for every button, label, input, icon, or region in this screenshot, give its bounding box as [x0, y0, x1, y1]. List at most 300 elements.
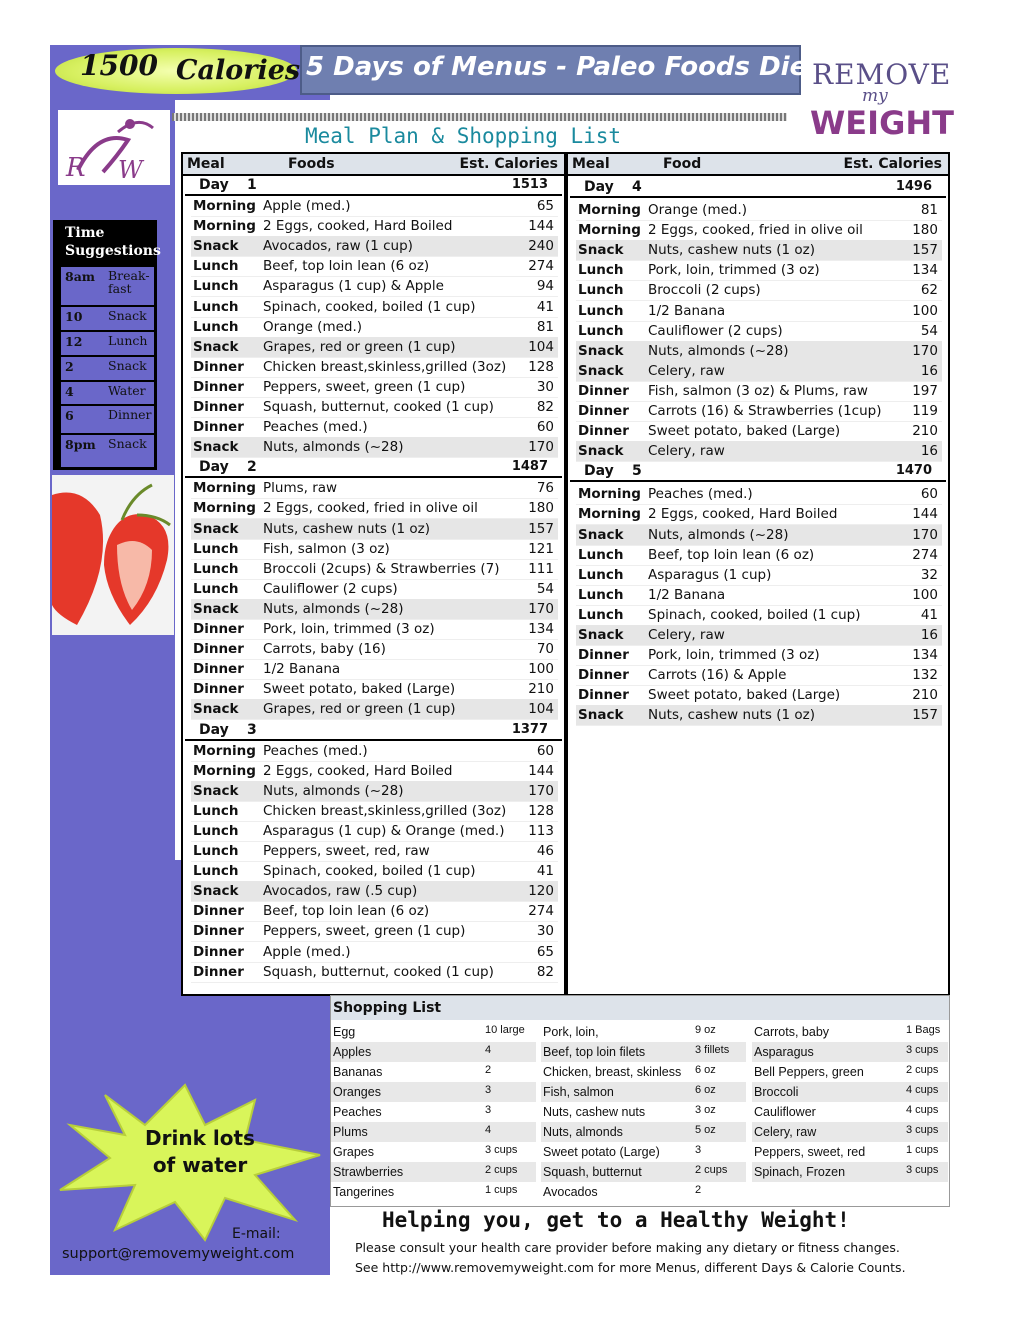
food-calories: 180 — [528, 500, 554, 517]
meal-row — [191, 478, 558, 499]
time-heading-line1: Time — [65, 225, 105, 241]
food-name: Beef, top loin lean (6 oz) — [648, 546, 815, 563]
food-name: Nuts, cashew nuts (1 oz) — [263, 520, 430, 537]
meal-table-days-1-3 — [181, 152, 566, 996]
shopping-item-quantity: 2 — [695, 1184, 702, 1196]
time-row — [61, 266, 154, 305]
food-calories: 134 — [912, 647, 938, 664]
food-calories: 41 — [920, 606, 938, 623]
shopping-item-quantity: 3 — [485, 1084, 492, 1096]
shopping-item-name: Squash, butternut — [543, 1165, 642, 1179]
food-name: Fish, salmon (3 oz) & Plums, raw — [648, 382, 868, 399]
day-header-row — [570, 462, 946, 482]
meal-row — [191, 216, 558, 237]
food-calories: 144 — [528, 762, 554, 779]
food-calories: 46 — [536, 843, 554, 859]
meal-type: Morning — [578, 202, 641, 218]
shopping-item — [541, 1122, 746, 1142]
meal-row — [191, 821, 558, 842]
figure-logo-icon — [58, 110, 170, 185]
shopping-item — [331, 1042, 536, 1062]
meal-row — [191, 357, 558, 378]
shopping-item-quantity: 2 cups — [906, 1064, 939, 1076]
meal-row — [576, 484, 942, 505]
food-name: Grapes, red or green (1 cup) — [263, 701, 456, 718]
meal-type: Dinner — [578, 667, 629, 684]
strawberry-image — [52, 475, 174, 635]
shopping-item-name: Spinach, Frozen — [754, 1165, 846, 1179]
food-calories: 274 — [528, 903, 554, 920]
food-name: Asparagus (1 cup) & Orange (med.) — [263, 822, 505, 839]
food-name: 2 Eggs, cooked, Hard Boiled — [648, 506, 838, 523]
food-calories: 170 — [912, 342, 938, 359]
time-value: 4 — [65, 384, 74, 399]
food-name: Asparagus (1 cup) & Apple — [263, 278, 444, 295]
meal-type: Snack — [193, 600, 239, 617]
meal-table-days-4-5 — [566, 152, 950, 996]
food-calories: 240 — [528, 238, 554, 255]
meal-type: Morning — [578, 506, 641, 523]
drink-line-2: of water — [152, 1153, 248, 1177]
shopping-item-name: Pork, loin, — [543, 1025, 599, 1039]
shopping-item — [331, 1022, 536, 1042]
meal-type: Dinner — [193, 963, 244, 980]
food-calories: 157 — [912, 707, 938, 724]
meal-type: Snack — [578, 443, 624, 460]
time-row — [61, 306, 154, 330]
divider-bar — [172, 113, 787, 121]
food-calories: 82 — [536, 399, 554, 415]
meal-type: Lunch — [193, 278, 239, 295]
shopping-item-name: Bell Peppers, green — [754, 1065, 864, 1079]
food-calories: 128 — [528, 802, 554, 819]
food-name: Apple (med.) — [263, 198, 351, 214]
food-calories: 274 — [528, 258, 554, 275]
time-activity: Water — [108, 383, 146, 398]
food-calories: 170 — [528, 782, 554, 799]
shopping-item-quantity: 4 — [485, 1044, 492, 1056]
meal-type: Lunch — [193, 863, 239, 880]
shopping-item — [752, 1062, 948, 1082]
shopping-item — [331, 1062, 536, 1082]
meal-row — [576, 200, 942, 221]
meal-row — [191, 498, 558, 519]
food-name: Nuts, almonds (~28) — [263, 439, 404, 456]
food-name: Peaches (med.) — [263, 419, 368, 436]
shopping-column-2 — [541, 1022, 746, 1202]
meal-type: Lunch — [193, 258, 239, 275]
meal-type: Dinner — [193, 923, 244, 940]
meal-row — [191, 236, 558, 257]
food-name: Peppers, sweet, red, raw — [263, 843, 430, 859]
food-calories: 157 — [912, 242, 938, 259]
shopping-item-quantity: 1 Bags — [906, 1024, 941, 1036]
meal-row — [191, 397, 558, 418]
meal-row — [191, 741, 558, 762]
shopping-item-quantity: 3 cups — [906, 1164, 939, 1176]
time-value: 2 — [65, 359, 74, 374]
footer-url-note[interactable]: See http://www.removemyweight.com for more Menus, different Days & Calorie Counts. — [355, 1260, 906, 1275]
time-value: 8am — [65, 269, 96, 284]
meal-row — [576, 381, 942, 402]
meal-type: Snack — [578, 627, 624, 643]
drink-line-1: Drink lots — [145, 1126, 255, 1150]
food-name: Peppers, sweet, green (1 cup) — [263, 923, 466, 940]
shopping-item-quantity: 1 cups — [485, 1184, 518, 1196]
shopping-item-quantity: 2 cups — [485, 1164, 518, 1176]
meal-type: Lunch — [193, 318, 239, 335]
col-meal-header: Meal — [187, 156, 225, 172]
food-calories: 128 — [528, 358, 554, 375]
food-name: 2 Eggs, cooked, fried in olive oil — [263, 500, 478, 517]
meal-row — [191, 599, 558, 620]
food-name: Nuts, almonds (~28) — [648, 526, 789, 543]
meal-row — [191, 841, 558, 862]
shopping-item-name: Oranges — [333, 1085, 381, 1099]
food-name: Broccoli (2cups) & Strawberries (7) — [263, 560, 500, 577]
food-name: Cauliflower (2 cups) — [648, 322, 783, 339]
meal-row — [191, 639, 558, 660]
shopping-item-quantity: 1 cups — [906, 1144, 939, 1156]
food-calories: 100 — [528, 661, 554, 678]
food-calories: 210 — [912, 687, 938, 704]
meal-row — [576, 361, 942, 382]
shopping-item — [541, 1142, 746, 1162]
meal-row — [576, 585, 942, 606]
col-foods-header: Food — [663, 156, 702, 172]
food-name: Orange (med.) — [648, 202, 748, 218]
shopping-item-name: Beef, top loin filets — [543, 1045, 646, 1059]
shopping-item-name: Fish, salmon — [543, 1085, 614, 1099]
food-calories: 180 — [912, 222, 938, 239]
food-name: Cauliflower (2 cups) — [263, 580, 398, 597]
meal-row — [191, 921, 558, 942]
meal-row — [576, 565, 942, 586]
food-name: Broccoli (2 cups) — [648, 282, 761, 299]
email-address[interactable]: support@removemyweight.com — [62, 1246, 295, 1262]
food-calories: 62 — [920, 282, 938, 299]
food-calories: 120 — [528, 883, 554, 900]
food-calories: 94 — [536, 278, 554, 295]
svg-text:R: R — [66, 153, 86, 183]
shopping-item — [752, 1042, 948, 1062]
day-total-calories: 1513 — [511, 177, 548, 192]
meal-row — [191, 619, 558, 640]
shopping-item-quantity: 9 oz — [695, 1024, 716, 1036]
time-activity: Lunch — [108, 333, 148, 348]
shopping-item — [541, 1182, 746, 1202]
day-number: 4 — [632, 179, 642, 195]
day-total-calories: 1470 — [895, 463, 932, 479]
shopping-item-quantity: 4 cups — [906, 1104, 939, 1116]
day-number: 5 — [632, 463, 642, 480]
food-calories: 60 — [536, 419, 554, 436]
shopping-item-quantity: 3 fillets — [695, 1044, 730, 1056]
meal-row — [191, 861, 558, 882]
meal-type: Snack — [193, 520, 239, 537]
food-name: 1/2 Banana — [263, 661, 341, 678]
shopping-item-name: Strawberries — [333, 1165, 404, 1179]
day-header-row — [185, 176, 562, 196]
shopping-item — [541, 1102, 746, 1122]
meal-type: Morning — [578, 486, 641, 503]
shopping-item-quantity: 2 — [485, 1064, 492, 1076]
meal-row — [576, 260, 942, 281]
shopping-item-quantity: 3 oz — [695, 1104, 716, 1116]
email-label: E-mail: — [232, 1226, 281, 1242]
shopping-item-quantity: 3 cups — [906, 1124, 939, 1136]
shopping-item — [541, 1062, 746, 1082]
shopping-item-quantity: 4 cups — [906, 1084, 939, 1096]
time-row — [61, 381, 154, 404]
logo-remove-text: REMOVE — [812, 58, 952, 91]
shopping-item-name: Grapes — [333, 1145, 374, 1159]
food-calories: 210 — [912, 423, 938, 440]
day-label: Day — [199, 177, 229, 193]
food-name: Carrots (16) & Strawberries (1cup) — [648, 403, 882, 419]
meal-type: Dinner — [193, 903, 244, 920]
meal-row — [191, 901, 558, 922]
meal-type: Lunch — [193, 560, 239, 577]
shopping-column-1 — [331, 1022, 536, 1202]
meal-row — [191, 256, 558, 277]
meal-row — [576, 645, 942, 666]
food-calories: 54 — [920, 322, 938, 339]
meal-row — [576, 321, 942, 342]
meal-row — [576, 705, 942, 726]
food-name: Nuts, almonds (~28) — [263, 600, 404, 617]
day-total-calories: 1487 — [511, 459, 548, 475]
shopping-item-name: Cauliflower — [754, 1105, 816, 1119]
meal-row — [191, 962, 558, 983]
meal-row — [576, 545, 942, 566]
meal-type: Morning — [193, 198, 256, 214]
food-calories: 119 — [912, 403, 938, 419]
meal-type: Dinner — [193, 378, 244, 395]
day-label: Day — [584, 463, 614, 480]
food-name: Squash, butternut, cooked (1 cup) — [263, 399, 494, 415]
food-name: 2 Eggs, cooked, Hard Boiled — [263, 762, 453, 779]
shopping-item-name: Avocados — [543, 1185, 598, 1199]
meal-type: Lunch — [193, 540, 239, 557]
food-name: Sweet potato, baked (Large) — [648, 687, 841, 704]
food-calories: 16 — [920, 362, 938, 379]
meal-row — [191, 417, 558, 438]
food-calories: 111 — [528, 560, 554, 577]
meal-type: Snack — [578, 526, 624, 543]
food-calories: 274 — [912, 546, 938, 563]
col-meal-header: Meal — [572, 156, 610, 172]
food-name: Chicken breast,skinless,grilled (3oz) — [263, 802, 507, 819]
meal-row — [576, 401, 942, 422]
meal-row — [191, 761, 558, 782]
food-calories: 134 — [912, 262, 938, 279]
shopping-item — [752, 1082, 948, 1102]
meal-row — [191, 699, 558, 720]
meal-type: Snack — [193, 238, 239, 255]
food-name: Pork, loin, trimmed (3 oz) — [263, 621, 435, 637]
meal-type: Snack — [193, 338, 239, 355]
shopping-item-name: Chicken, breast, skinless — [543, 1065, 682, 1079]
food-name: 2 Eggs, cooked, fried in olive oil — [648, 222, 863, 239]
shopping-item-quantity: 3 — [695, 1144, 702, 1156]
food-calories: 210 — [528, 681, 554, 698]
strawberry-icon — [52, 475, 174, 635]
day-header-row — [570, 178, 946, 198]
meal-row — [191, 276, 558, 297]
food-name: Beef, top loin lean (6 oz) — [263, 258, 430, 275]
footer-disclaimer: Please consult your health care provider before making any dietary or fitness changes. — [355, 1240, 900, 1255]
meal-type: Snack — [578, 362, 624, 379]
shopping-item-name: Nuts, almonds — [543, 1125, 623, 1139]
page-title: 5 Days of Menus - Paleo Foods Diet — [306, 52, 820, 82]
meal-type: Lunch — [193, 802, 239, 819]
food-calories: 81 — [536, 318, 554, 335]
meal-type: Snack — [578, 342, 624, 359]
shopping-item — [541, 1042, 746, 1062]
day-header-row — [185, 458, 562, 478]
food-calories: 41 — [536, 298, 554, 315]
shopping-item-name: Peppers, sweet, red — [754, 1145, 866, 1159]
shopping-item-name: Carrots, baby — [754, 1025, 830, 1039]
meal-type: Dinner — [193, 358, 244, 375]
food-name: 2 Eggs, cooked, Hard Boiled — [263, 218, 453, 235]
meal-row — [191, 297, 558, 318]
food-name: Asparagus (1 cup) — [648, 566, 772, 583]
time-row — [61, 434, 154, 467]
shopping-item-quantity: 6 oz — [695, 1064, 716, 1076]
food-calories: 41 — [536, 863, 554, 880]
food-calories: 144 — [912, 506, 938, 523]
food-name: Peppers, sweet, green (1 cup) — [263, 378, 466, 395]
meal-row — [191, 559, 558, 580]
meal-row — [576, 625, 942, 646]
time-heading-line2: Suggestions — [65, 243, 161, 259]
food-calories: 104 — [528, 338, 554, 355]
shopping-item-name: Egg — [333, 1025, 356, 1039]
meal-row — [191, 337, 558, 358]
meal-type: Dinner — [193, 621, 244, 637]
meal-type: Lunch — [193, 843, 239, 859]
shopping-item — [541, 1022, 746, 1042]
meal-type: Morning — [193, 762, 256, 779]
meal-type: Lunch — [578, 566, 624, 583]
food-calories: 104 — [528, 701, 554, 718]
meal-type: Snack — [193, 883, 239, 900]
meal-row — [191, 196, 558, 217]
meal-row — [576, 301, 942, 322]
food-calories: 100 — [912, 586, 938, 603]
logo-weight-text: WEIGHT — [810, 104, 954, 142]
food-calories: 60 — [536, 742, 554, 759]
logo-my-text: my — [862, 86, 888, 106]
shopping-item — [752, 1162, 948, 1182]
meal-type: Lunch — [578, 546, 624, 563]
shopping-item-name: Asparagus — [754, 1045, 814, 1059]
food-calories: 121 — [528, 540, 554, 557]
shopping-item — [541, 1082, 746, 1102]
food-calories: 30 — [536, 923, 554, 940]
meal-type: Dinner — [578, 647, 629, 664]
calorie-number: 1500 — [80, 49, 158, 82]
food-calories: 70 — [536, 641, 554, 658]
shopping-item-quantity: 4 — [485, 1124, 492, 1136]
food-name: Spinach, cooked, boiled (1 cup) — [263, 298, 476, 315]
col-calories-header: Est. Calories — [843, 156, 942, 172]
shopping-item-name: Sweet potato (Large) — [543, 1145, 660, 1159]
food-name: 1/2 Banana — [648, 586, 726, 603]
shopping-item-quantity: 10 large — [485, 1024, 525, 1036]
food-calories: 65 — [536, 198, 554, 214]
shopping-item — [752, 1022, 948, 1042]
meal-row — [191, 437, 558, 458]
shopping-item-quantity: 5 oz — [695, 1124, 716, 1136]
food-name: Nuts, cashew nuts (1 oz) — [648, 707, 815, 724]
shopping-item-quantity: 6 oz — [695, 1084, 716, 1096]
meal-row — [191, 881, 558, 902]
day-label: Day — [584, 179, 614, 195]
food-name: Chicken breast,skinless,grilled (3oz) — [263, 358, 507, 375]
meal-type: Lunch — [578, 302, 624, 319]
time-value: 6 — [65, 408, 74, 423]
meal-type: Snack — [578, 242, 624, 259]
meal-row — [191, 539, 558, 560]
meal-row — [576, 341, 942, 362]
meal-row — [191, 377, 558, 398]
food-calories: 60 — [920, 486, 938, 503]
meal-type: Morning — [578, 222, 641, 239]
food-name: Grapes, red or green (1 cup) — [263, 338, 456, 355]
shopping-item — [752, 1142, 948, 1162]
food-calories: 100 — [912, 302, 938, 319]
food-name: Celery, raw — [648, 443, 725, 460]
day-header-row — [185, 721, 562, 741]
food-calories: 81 — [920, 202, 938, 218]
time-row — [61, 356, 154, 380]
meal-type: Dinner — [193, 661, 244, 678]
time-value: 12 — [65, 334, 83, 349]
food-name: Celery, raw — [648, 362, 725, 379]
meal-type: Snack — [193, 782, 239, 799]
day-number: 3 — [247, 721, 257, 738]
food-name: Peaches (med.) — [263, 742, 368, 759]
food-name: Fish, salmon (3 oz) — [263, 540, 390, 557]
food-name: Carrots (16) & Apple — [648, 667, 787, 684]
food-name: Celery, raw — [648, 627, 725, 643]
shopping-item — [331, 1142, 536, 1162]
food-name: Beef, top loin lean (6 oz) — [263, 903, 430, 920]
shopping-item — [331, 1182, 536, 1202]
meal-type: Lunch — [578, 262, 624, 279]
shopping-list-title: Shopping List — [333, 1000, 442, 1016]
shopping-column-3 — [752, 1022, 948, 1182]
food-name: Pork, loin, trimmed (3 oz) — [648, 262, 820, 279]
food-name: Plums, raw — [263, 480, 338, 497]
meal-type: Dinner — [193, 943, 244, 960]
footer-tagline: Helping you, get to a Healthy Weight! — [382, 1208, 850, 1232]
food-calories: 197 — [912, 382, 938, 399]
meal-type: Lunch — [578, 586, 624, 603]
meal-type: Lunch — [578, 282, 624, 299]
time-value: 8pm — [65, 437, 96, 452]
meal-row — [576, 504, 942, 525]
food-calories: 113 — [528, 822, 554, 839]
shopping-item-name: Celery, raw — [754, 1125, 817, 1139]
shopping-item-name: Tangerines — [333, 1185, 395, 1199]
food-calories: 16 — [920, 627, 938, 643]
food-calories: 144 — [528, 218, 554, 235]
food-name: 1/2 Banana — [648, 302, 726, 319]
